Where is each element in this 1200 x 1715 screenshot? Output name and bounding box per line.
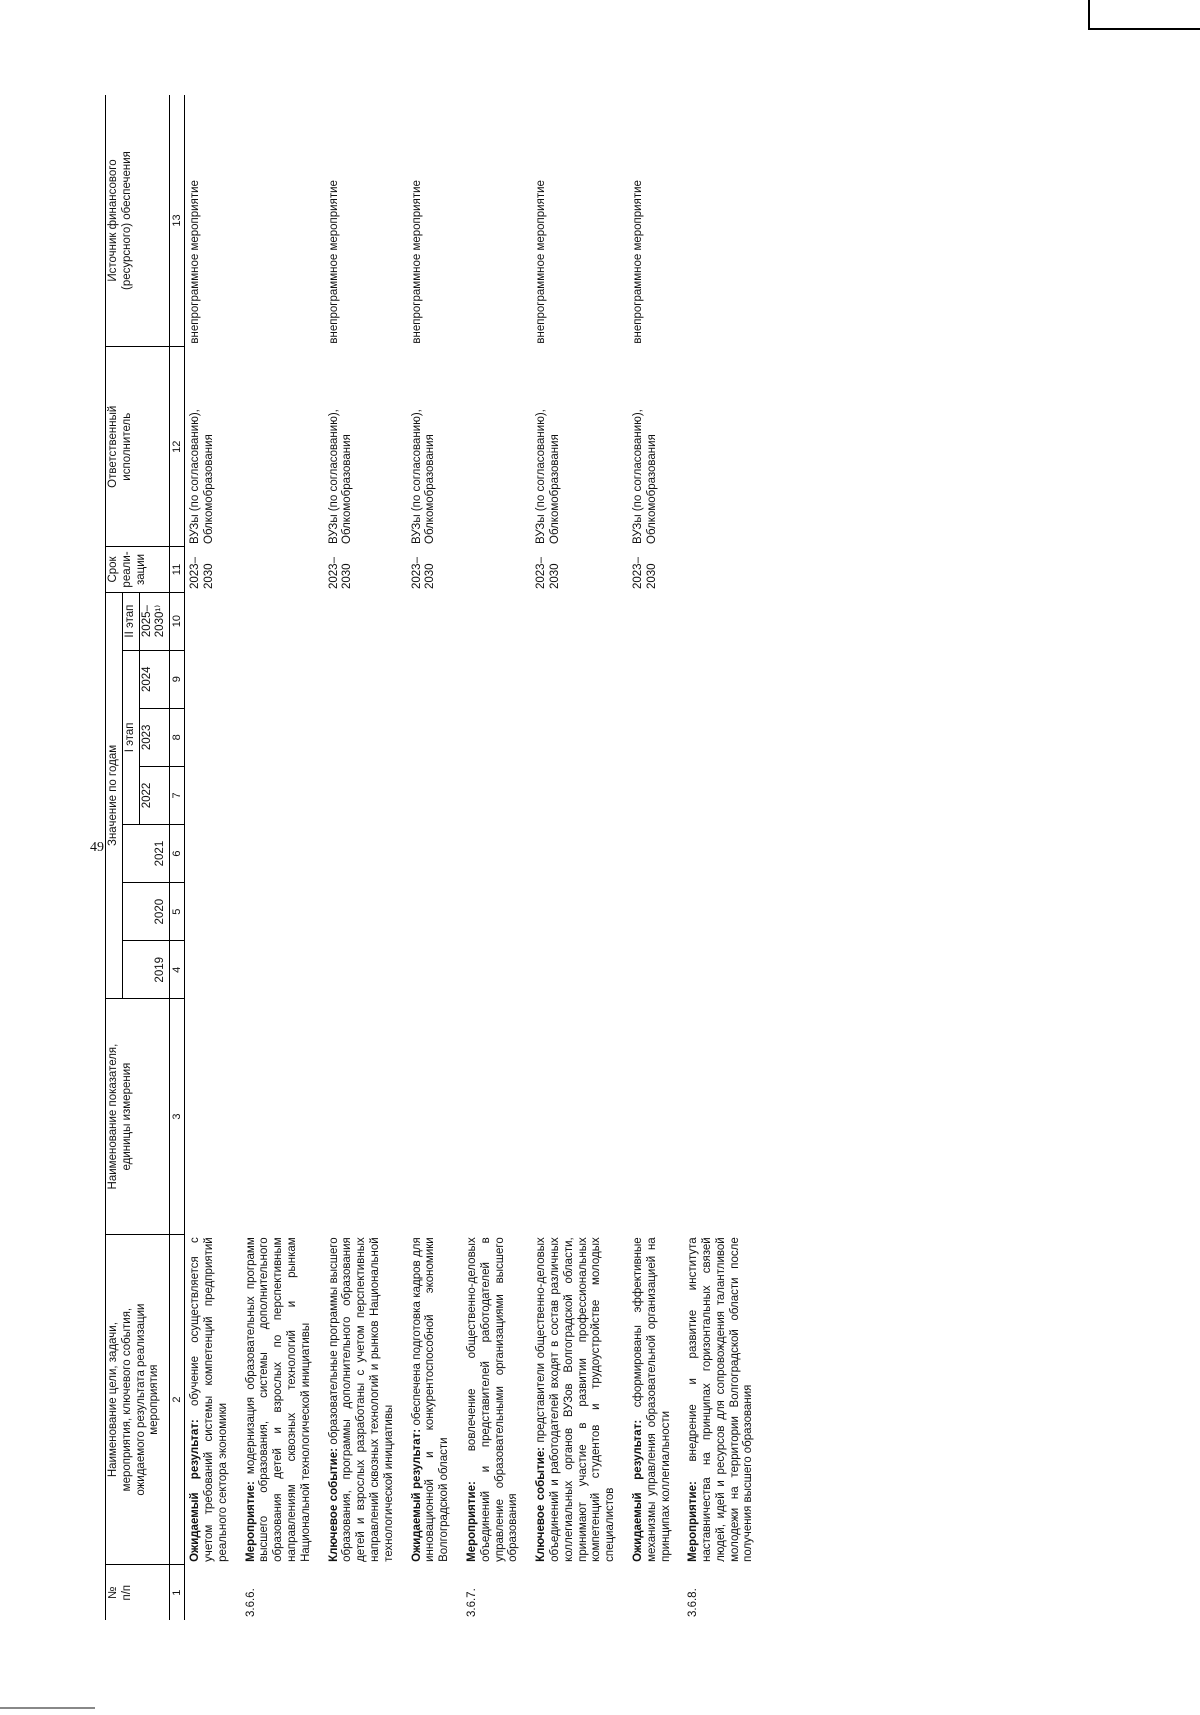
column-number: 9 <box>170 650 185 708</box>
header-year-2023: 2023 <box>139 708 170 766</box>
row-responsible: ВУЗы (по согласованию), Облкомобразования <box>535 409 561 544</box>
table-row <box>531 95 618 1620</box>
row-num <box>531 1565 618 1620</box>
scan-edge-right <box>1090 28 1200 30</box>
table-row <box>462 95 521 1620</box>
row-source: внепрограммное мероприятие <box>535 180 548 344</box>
row-term <box>462 547 521 592</box>
column-number: 12 <box>170 347 185 547</box>
row-responsible <box>683 347 756 547</box>
header-year-2019: 2019 <box>122 941 169 999</box>
table-row <box>628 95 673 1620</box>
row-num: 3.6.8. <box>687 1588 700 1617</box>
row-responsible: ВУЗы (по согласованию), Облкомобразования <box>327 409 354 544</box>
row-responsible <box>462 347 521 547</box>
row-description <box>683 1234 756 1565</box>
row-text: сформированы эффективные механизмы управления образовательной организацией на принципах коллегиальности <box>631 1237 672 1562</box>
column-number: 8 <box>170 708 185 766</box>
column-number: 3 <box>170 999 185 1234</box>
row-num <box>407 1565 452 1620</box>
row-num: 3.6.7. <box>465 1588 478 1617</box>
row-description <box>462 1234 521 1565</box>
row-source: внепрограммное мероприятие <box>410 180 423 344</box>
column-number: 11 <box>170 547 185 592</box>
scan-edge-top <box>1088 0 1090 30</box>
header-source: Источник финансового (ресурсного) обеспечения <box>106 95 170 347</box>
row-label: Мероприятие: <box>687 1481 700 1562</box>
header-year-2022: 2022 <box>139 766 170 824</box>
row-text: модернизация образовательных программ высшего образования, системы дополнительного образования детей и взрослых по перспективным направлениям сквозных технологий и рынкам Национальной технологической инициативы <box>244 1237 312 1562</box>
row-responsible: ВУЗы (по согласованию), Облкомобразования <box>631 409 658 544</box>
row-term <box>683 547 756 592</box>
row-term: 2023– 2030 <box>189 557 215 590</box>
row-description <box>185 1234 231 1565</box>
row-term: 2023– 2030 <box>631 557 658 590</box>
row-source <box>462 95 521 347</box>
header-year-2024: 2024 <box>139 650 170 708</box>
row-num <box>628 1565 673 1620</box>
table-row <box>683 95 756 1620</box>
header-num: № п/п <box>106 1565 170 1620</box>
column-number: 10 <box>170 592 185 650</box>
header-indicator: Наименование показателя, единицы измерения <box>106 999 170 1234</box>
row-label: Ожидаемый результат: <box>410 1428 423 1562</box>
header-term: Срок реали- зации <box>106 547 170 592</box>
row-label: Ожидаемый результат: <box>189 1419 202 1562</box>
header-responsible: Ответственный исполнитель <box>106 347 170 547</box>
row-num <box>324 1565 397 1620</box>
row-text: обеспечена подготовка кадров для инновационной и конкурентоспособной экономики Волгоградской области <box>410 1237 451 1562</box>
row-label: Ключевое событие: <box>535 1447 548 1562</box>
column-number: 4 <box>170 941 185 999</box>
row-text: представители общественно-деловых объединений и работодателей входят в состав различных коллегиальных органов ВУЗов Волгоградской области, принимают участие в развитии профессиональных компетенций студентов и трудоустройстве молодых специалистов <box>535 1237 617 1562</box>
table-row <box>185 95 231 1620</box>
header-year-2020: 2020 <box>122 883 169 941</box>
column-number: 7 <box>170 766 185 824</box>
column-number: 13 <box>170 95 185 347</box>
table-row <box>241 95 314 1620</box>
row-num <box>185 1565 231 1620</box>
header-name: Наименование цели, задачи, мероприятия, ключевого события, ожидаемого результата реализации мероприятия <box>106 1234 170 1565</box>
row-responsible: ВУЗы (по согласованию), Облкомобразования <box>189 409 215 544</box>
row-source: внепрограммное мероприятие <box>189 180 202 344</box>
row-source: внепрограммное мероприятие <box>631 180 644 344</box>
row-term: 2023– 2030 <box>535 557 561 590</box>
row-label: Мероприятие: <box>244 1481 257 1562</box>
row-text: вовлечение общественно-деловых объединений и представителей работодателей в управление образовательными организациями высшего образования <box>465 1237 520 1562</box>
row-source <box>683 95 756 347</box>
column-number: 1 <box>170 1565 185 1620</box>
row-label: Ожидаемый результат: <box>631 1419 644 1562</box>
rotated-table-container <box>105 95 756 1620</box>
row-term <box>241 547 314 592</box>
column-numbers-row <box>170 95 185 1620</box>
header-stage-1: I этап <box>122 650 139 824</box>
header-values: Значение по годам <box>106 592 123 999</box>
row-description <box>407 1234 452 1565</box>
scan-edge-bottom <box>0 1707 95 1709</box>
column-number: 6 <box>170 825 185 883</box>
row-label: Мероприятие: <box>465 1481 478 1562</box>
row-num: 3.6.6. <box>244 1588 257 1617</box>
row-description <box>531 1234 618 1565</box>
table-row <box>324 95 397 1620</box>
row-source: внепрограммное мероприятие <box>327 180 340 344</box>
header-stage-2-years: 2025– 2030¹⁾ <box>139 592 170 650</box>
row-label: Ключевое событие: <box>327 1448 340 1562</box>
page-number: 49 <box>90 840 104 855</box>
row-responsible <box>241 347 314 547</box>
row-source <box>241 95 314 347</box>
row-description <box>628 1234 673 1565</box>
program-table <box>105 95 756 1620</box>
column-number: 2 <box>170 1234 185 1565</box>
row-text: образовательные программы высшего образования, программы дополнительного образования детей и взрослых разработаны с учетом перспективных направлений сквозных технологий и рынков Национальной технологической инициативы <box>327 1237 395 1562</box>
row-responsible: ВУЗы (по согласованию), Облкомобразования <box>410 409 437 544</box>
column-number: 5 <box>170 883 185 941</box>
header-year-2021: 2021 <box>122 825 169 883</box>
row-description <box>324 1234 397 1565</box>
row-text: обучение осуществляется с учетом требований системы компетенций предприятий реального сектора экономики <box>189 1237 229 1562</box>
row-term: 2023– 2030 <box>327 557 354 590</box>
row-term: 2023– 2030 <box>410 557 437 590</box>
header-stage-2: II этап <box>122 592 139 650</box>
row-text: внедрение и развитие института наставничества на принципах горизонтальных связей людей, идей и ресурсов для сопровождения талантливой молодежи на территории Волгоградской области после получения высшего образования <box>687 1237 755 1562</box>
table-row <box>407 95 452 1620</box>
row-description <box>241 1234 314 1565</box>
